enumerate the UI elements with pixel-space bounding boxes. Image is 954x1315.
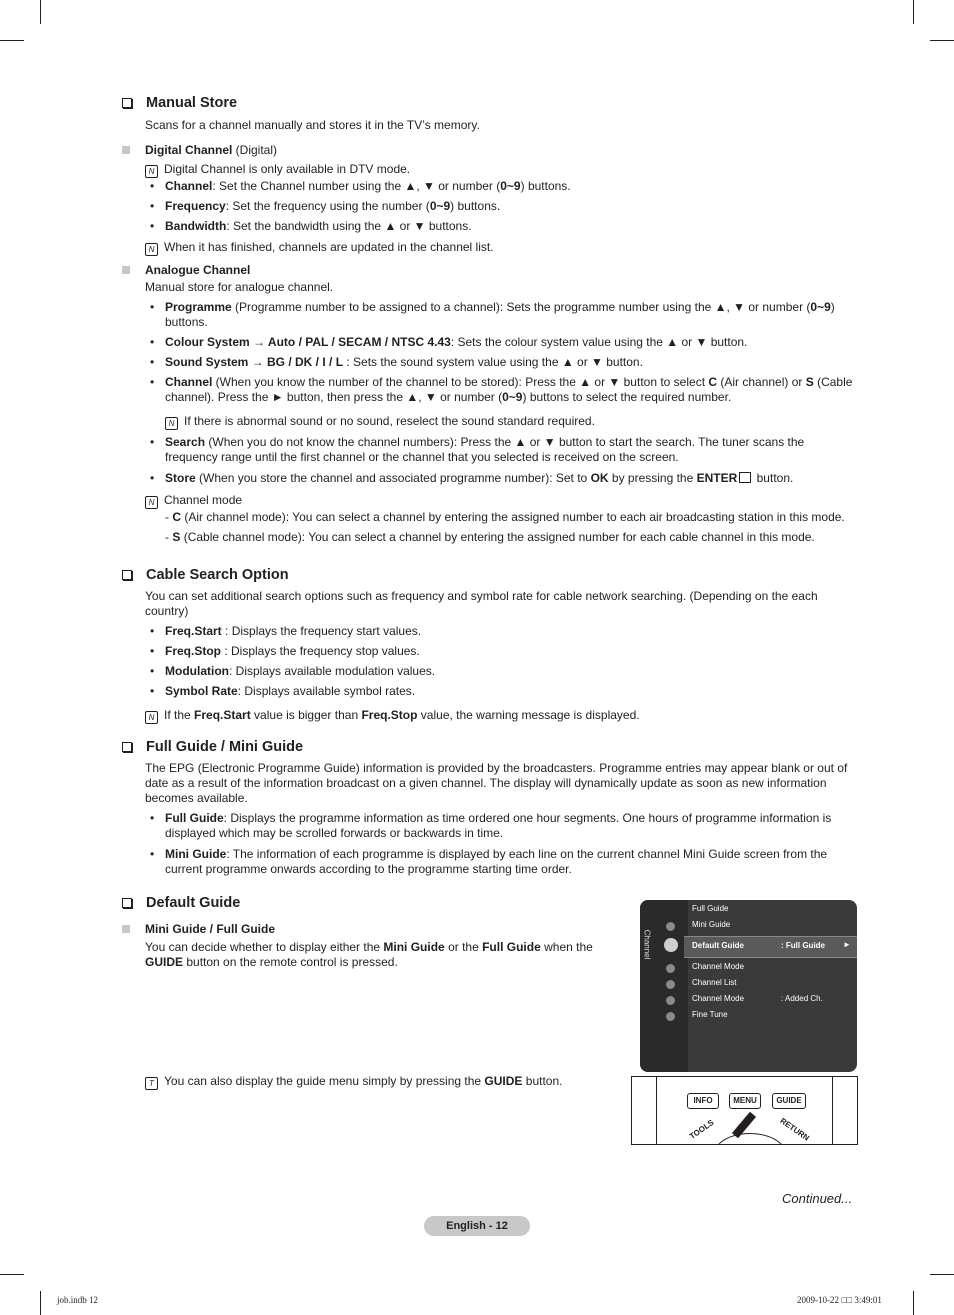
enter-icon <box>739 472 751 483</box>
note-freq-warning: N If the Freq.Start value is bigger than Freq.Stop value, the warning message is displayed. <box>145 708 640 723</box>
tools-label: TOOLS <box>687 1117 716 1142</box>
dpad-ring <box>714 1133 786 1145</box>
default-guide-paragraph: You can decide whether to display either the Mini Guide or the Full Guide when the GUIDE button on the remote control is pressed. <box>145 940 593 969</box>
note-channels-updated: N When it has finished, channels are updated in the channel list. <box>145 240 494 255</box>
note-icon: N <box>145 243 158 256</box>
sub-heading-mini-full-guide: Mini Guide / Full Guide <box>122 922 275 936</box>
square-bullet-icon <box>122 266 130 274</box>
picture-icon <box>666 922 675 931</box>
section-heading-full-guide: Full Guide / Mini Guide <box>122 739 303 755</box>
menu-arrow-icon: ► <box>843 940 851 949</box>
menu-value-channel-mode: : Added Ch. <box>781 994 823 1003</box>
guide-button[interactable]: GUIDE <box>772 1093 806 1109</box>
checkbox-icon <box>122 742 132 752</box>
tv-channel-menu <box>640 900 857 1072</box>
note-digital-only: N Digital Channel is only available in DTV mode. <box>145 162 410 177</box>
sub-heading-digital-channel: Digital Channel (Digital) <box>122 143 277 157</box>
section-heading-default-guide: Default Guide <box>122 895 240 911</box>
full-guide-intro: The EPG (Electronic Programme Guide) information is provided by the broadcasters. Programme entries may appear blank or out of date as a result of the information broadcast on a given channel. The display will dynamically update as soon as new information becomes available. <box>145 761 848 805</box>
checkbox-icon <box>122 898 132 908</box>
checkbox-icon <box>122 570 132 580</box>
section-heading-manual-store: Manual Store <box>122 95 237 111</box>
checkbox-icon <box>122 98 132 108</box>
sub-heading-analogue-channel: Analogue Channel <box>122 263 250 277</box>
menu-value-default-guide: : Full Guide <box>781 941 825 950</box>
input-icon <box>666 980 675 989</box>
print-slug-left: job.indb 12 <box>57 1295 99 1305</box>
menu-button[interactable]: MENU <box>729 1093 761 1109</box>
menu-item-channel-mode[interactable]: Channel Mode <box>692 962 745 971</box>
support-icon <box>666 1012 675 1021</box>
crop-mark <box>0 1274 24 1275</box>
remote-edge-left <box>656 1077 657 1144</box>
menu-item-full-guide[interactable]: Full Guide <box>692 904 729 913</box>
menu-item-mini-guide[interactable]: Mini Guide <box>692 920 731 929</box>
menu-item-channel-mode-2[interactable]: Channel Mode <box>692 994 745 1003</box>
menu-item-default-guide[interactable]: Default Guide <box>692 941 745 950</box>
crop-mark <box>913 1291 914 1315</box>
page-number-tab: English - 12 <box>424 1216 530 1236</box>
note-guide-button: T You can also display the guide menu simply by pressing the GUIDE button. <box>145 1074 562 1089</box>
remote-edge-right <box>832 1077 833 1144</box>
menu-item-channel-list[interactable]: Channel List <box>692 978 737 987</box>
crop-mark <box>930 40 954 41</box>
menu-icon-column <box>640 900 688 1072</box>
menu-item-fine-tune[interactable]: Fine Tune <box>692 1010 728 1019</box>
note-icon: N <box>145 711 158 724</box>
crop-mark <box>913 0 914 24</box>
manual-store-intro: Scans for a channel manually and stores it in the TV’s memory. <box>145 118 480 132</box>
analogue-intro: Manual store for analogue channel. <box>145 280 334 294</box>
section-heading-cable-search: Cable Search Option <box>122 567 289 583</box>
square-bullet-icon <box>122 925 130 933</box>
channel-icon <box>664 938 678 952</box>
crop-mark <box>40 0 41 24</box>
remote-control-illustration <box>631 1076 858 1145</box>
info-button[interactable]: INFO <box>687 1093 719 1109</box>
note-icon: N <box>145 496 158 509</box>
return-label: RETURN <box>778 1116 811 1143</box>
menu-side-label: Channel <box>642 929 652 960</box>
crop-mark <box>930 1274 954 1275</box>
tools-note-icon: T <box>145 1077 158 1090</box>
continued-label: Continued... <box>782 1191 853 1206</box>
application-icon <box>666 996 675 1005</box>
crop-mark <box>40 1291 41 1315</box>
note-abnormal-sound: N If there is abnormal sound or no sound, reselect the sound standard required. <box>165 414 595 429</box>
crop-mark <box>0 40 24 41</box>
square-bullet-icon <box>122 146 130 154</box>
note-channel-mode: N Channel mode <box>145 493 242 508</box>
list-item: - C (Air channel mode): You can select a channel by entering the assigned number to each air broadcasting station in this mode. <box>165 510 845 524</box>
setup-icon <box>666 964 675 973</box>
cable-search-intro: You can set additional search options such as frequency and symbol rate for cable network searching. (Depending on the each country) <box>145 589 818 618</box>
note-icon: N <box>145 165 158 178</box>
list-item: - S (Cable channel mode): You can select a channel by entering the assigned number for each cable channel in this mode. <box>165 530 815 544</box>
print-slug-right: 2009-10-22 □□ 3:49:01 <box>797 1295 882 1305</box>
note-icon: N <box>165 417 178 430</box>
